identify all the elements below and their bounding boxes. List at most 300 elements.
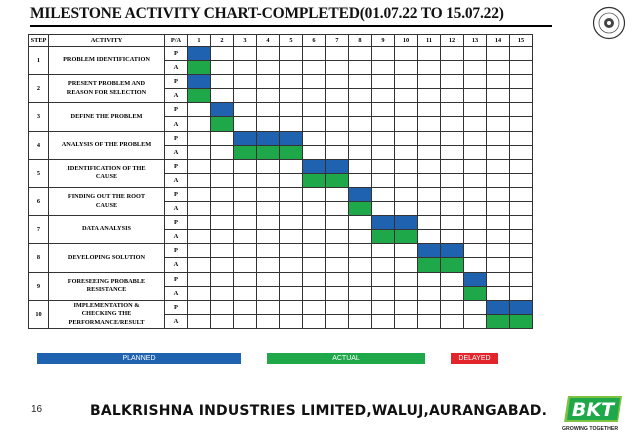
day-cell bbox=[441, 230, 464, 244]
day-cell bbox=[211, 75, 234, 89]
planned-label: P bbox=[165, 131, 188, 145]
day-cell bbox=[372, 202, 395, 216]
day-cell bbox=[211, 159, 234, 173]
day-cell bbox=[487, 187, 510, 201]
day-cell bbox=[303, 61, 326, 75]
day-cell bbox=[326, 89, 349, 103]
day-cell bbox=[372, 47, 395, 61]
day-cell bbox=[441, 117, 464, 131]
actual-bar-cell bbox=[372, 230, 395, 244]
day-cell bbox=[395, 202, 418, 216]
day-cell bbox=[441, 131, 464, 145]
day-cell bbox=[280, 244, 303, 258]
day-cell bbox=[326, 202, 349, 216]
day-cell bbox=[326, 131, 349, 145]
day-cell bbox=[418, 131, 441, 145]
day-cell bbox=[349, 75, 372, 89]
day-cell bbox=[487, 131, 510, 145]
table-row bbox=[29, 272, 533, 286]
day-header: 8 bbox=[349, 35, 372, 47]
activity-name: DEVELOPING SOLUTION bbox=[49, 244, 165, 272]
planned-bar-cell bbox=[257, 131, 280, 145]
day-cell bbox=[234, 202, 257, 216]
day-cell bbox=[418, 187, 441, 201]
day-cell bbox=[280, 314, 303, 328]
day-cell bbox=[234, 272, 257, 286]
actual-label: A bbox=[165, 145, 188, 159]
day-cell bbox=[211, 300, 234, 314]
day-cell bbox=[441, 173, 464, 187]
day-cell bbox=[303, 131, 326, 145]
legend-actual: ACTUAL bbox=[267, 353, 425, 364]
day-cell bbox=[372, 131, 395, 145]
day-cell bbox=[234, 173, 257, 187]
day-cell bbox=[510, 216, 533, 230]
table-row bbox=[29, 131, 533, 145]
day-cell bbox=[395, 286, 418, 300]
day-cell bbox=[441, 47, 464, 61]
day-header: 4 bbox=[257, 35, 280, 47]
day-cell bbox=[418, 145, 441, 159]
actual-bar-cell bbox=[441, 258, 464, 272]
day-cell bbox=[257, 300, 280, 314]
day-cell bbox=[418, 300, 441, 314]
day-cell bbox=[280, 216, 303, 230]
day-header: 11 bbox=[418, 35, 441, 47]
day-cell bbox=[464, 314, 487, 328]
day-cell bbox=[464, 230, 487, 244]
day-cell bbox=[487, 61, 510, 75]
day-cell bbox=[349, 173, 372, 187]
day-cell bbox=[464, 187, 487, 201]
day-cell bbox=[372, 314, 395, 328]
day-cell bbox=[349, 61, 372, 75]
day-cell bbox=[510, 131, 533, 145]
day-cell bbox=[418, 173, 441, 187]
day-cell bbox=[510, 272, 533, 286]
day-cell bbox=[464, 258, 487, 272]
day-cell bbox=[211, 258, 234, 272]
day-cell bbox=[257, 103, 280, 117]
day-cell bbox=[211, 145, 234, 159]
actual-label: A bbox=[165, 314, 188, 328]
day-cell bbox=[280, 159, 303, 173]
day-cell bbox=[441, 314, 464, 328]
day-cell bbox=[487, 202, 510, 216]
day-cell bbox=[441, 202, 464, 216]
day-cell bbox=[487, 286, 510, 300]
planned-bar-cell bbox=[326, 159, 349, 173]
day-cell bbox=[510, 230, 533, 244]
day-cell bbox=[395, 75, 418, 89]
day-cell bbox=[211, 230, 234, 244]
day-cell bbox=[257, 187, 280, 201]
day-cell bbox=[234, 75, 257, 89]
day-cell bbox=[487, 103, 510, 117]
logo-tagline: GROWING TOGETHER bbox=[562, 426, 619, 432]
day-cell bbox=[349, 272, 372, 286]
day-cell bbox=[510, 117, 533, 131]
day-cell bbox=[211, 272, 234, 286]
day-cell bbox=[487, 75, 510, 89]
day-cell bbox=[280, 258, 303, 272]
day-header: 1 bbox=[188, 35, 211, 47]
day-cell bbox=[441, 159, 464, 173]
step-number: 8 bbox=[29, 244, 49, 272]
step-number: 10 bbox=[29, 300, 49, 328]
day-cell bbox=[464, 216, 487, 230]
table-header-row bbox=[29, 35, 533, 47]
day-cell bbox=[234, 286, 257, 300]
day-cell bbox=[188, 286, 211, 300]
day-cell bbox=[464, 202, 487, 216]
planned-label: P bbox=[165, 300, 188, 314]
day-cell bbox=[211, 89, 234, 103]
day-cell bbox=[280, 117, 303, 131]
day-cell bbox=[372, 286, 395, 300]
pa-header: P/A bbox=[165, 35, 188, 47]
day-cell bbox=[326, 103, 349, 117]
day-cell bbox=[326, 314, 349, 328]
day-cell bbox=[257, 216, 280, 230]
day-cell bbox=[395, 103, 418, 117]
day-cell bbox=[211, 244, 234, 258]
day-cell bbox=[303, 117, 326, 131]
actual-bar-cell bbox=[188, 89, 211, 103]
table-row bbox=[29, 216, 533, 230]
actual-bar-cell bbox=[464, 286, 487, 300]
day-cell bbox=[280, 230, 303, 244]
day-cell bbox=[326, 187, 349, 201]
day-cell bbox=[303, 258, 326, 272]
day-cell bbox=[510, 61, 533, 75]
day-cell bbox=[303, 202, 326, 216]
day-cell bbox=[395, 272, 418, 286]
day-cell bbox=[326, 258, 349, 272]
planned-bar-cell bbox=[441, 244, 464, 258]
actual-label: A bbox=[165, 202, 188, 216]
page-number: 16 bbox=[31, 404, 43, 415]
day-cell bbox=[188, 272, 211, 286]
day-cell bbox=[395, 131, 418, 145]
day-cell bbox=[211, 173, 234, 187]
day-cell bbox=[372, 173, 395, 187]
day-cell bbox=[326, 244, 349, 258]
actual-bar-cell bbox=[211, 117, 234, 131]
day-cell bbox=[349, 216, 372, 230]
day-cell bbox=[257, 159, 280, 173]
day-cell bbox=[188, 300, 211, 314]
day-cell bbox=[464, 244, 487, 258]
table-row bbox=[29, 300, 533, 314]
planned-label: P bbox=[165, 216, 188, 230]
day-cell bbox=[234, 103, 257, 117]
day-cell bbox=[418, 47, 441, 61]
day-cell bbox=[372, 145, 395, 159]
day-cell bbox=[418, 202, 441, 216]
day-cell bbox=[188, 159, 211, 173]
day-cell bbox=[395, 145, 418, 159]
day-cell bbox=[234, 187, 257, 201]
day-cell bbox=[326, 216, 349, 230]
planned-bar-cell bbox=[510, 300, 533, 314]
table-row bbox=[29, 103, 533, 117]
day-cell bbox=[441, 75, 464, 89]
day-cell bbox=[372, 103, 395, 117]
day-cell bbox=[349, 286, 372, 300]
day-cell bbox=[349, 131, 372, 145]
day-header: 7 bbox=[326, 35, 349, 47]
actual-bar-cell bbox=[303, 173, 326, 187]
day-cell bbox=[372, 300, 395, 314]
day-cell bbox=[464, 47, 487, 61]
day-header: 13 bbox=[464, 35, 487, 47]
step-number: 6 bbox=[29, 187, 49, 215]
day-cell bbox=[211, 61, 234, 75]
day-header: 15 bbox=[510, 35, 533, 47]
day-cell bbox=[211, 187, 234, 201]
day-cell bbox=[211, 314, 234, 328]
day-cell bbox=[349, 258, 372, 272]
day-cell bbox=[395, 187, 418, 201]
day-header: 5 bbox=[280, 35, 303, 47]
day-cell bbox=[280, 103, 303, 117]
day-cell bbox=[303, 89, 326, 103]
actual-bar-cell bbox=[395, 230, 418, 244]
planned-bar-cell bbox=[303, 159, 326, 173]
day-cell bbox=[188, 244, 211, 258]
day-cell bbox=[326, 300, 349, 314]
actual-label: A bbox=[165, 61, 188, 75]
activity-name: PRESENT PROBLEM AND REASON FOR SELECTION bbox=[49, 75, 165, 103]
day-cell bbox=[510, 89, 533, 103]
day-cell bbox=[234, 230, 257, 244]
day-cell bbox=[441, 187, 464, 201]
day-cell bbox=[395, 117, 418, 131]
company-seal-icon bbox=[592, 6, 626, 40]
day-cell bbox=[349, 145, 372, 159]
planned-bar-cell bbox=[349, 187, 372, 201]
day-header: 3 bbox=[234, 35, 257, 47]
planned-bar-cell bbox=[487, 300, 510, 314]
day-cell bbox=[487, 244, 510, 258]
actual-bar-cell bbox=[487, 314, 510, 328]
day-cell bbox=[326, 75, 349, 89]
activity-name: DATA ANALYSIS bbox=[49, 216, 165, 244]
day-cell bbox=[326, 61, 349, 75]
activity-name: DEFINE THE PROBLEM bbox=[49, 103, 165, 131]
day-cell bbox=[234, 216, 257, 230]
day-cell bbox=[395, 244, 418, 258]
day-cell bbox=[487, 230, 510, 244]
actual-label: A bbox=[165, 230, 188, 244]
day-cell bbox=[188, 131, 211, 145]
day-cell bbox=[234, 89, 257, 103]
day-cell bbox=[464, 173, 487, 187]
bkt-logo-text: BKT bbox=[571, 399, 615, 421]
day-cell bbox=[303, 103, 326, 117]
day-cell bbox=[487, 47, 510, 61]
actual-bar-cell bbox=[280, 145, 303, 159]
day-cell bbox=[510, 145, 533, 159]
day-cell bbox=[349, 47, 372, 61]
day-cell bbox=[280, 61, 303, 75]
day-cell bbox=[257, 173, 280, 187]
day-cell bbox=[395, 258, 418, 272]
step-number: 5 bbox=[29, 159, 49, 187]
day-cell bbox=[349, 244, 372, 258]
day-cell bbox=[372, 272, 395, 286]
day-header: 12 bbox=[441, 35, 464, 47]
step-number: 9 bbox=[29, 272, 49, 300]
footer-company-name: BALKRISHNA INDUSTRIES LIMITED,WALUJ,AURANGABAD. bbox=[90, 403, 548, 419]
day-header: 6 bbox=[303, 35, 326, 47]
day-cell bbox=[464, 61, 487, 75]
day-cell bbox=[211, 286, 234, 300]
legend-delayed: DELAYED bbox=[451, 353, 498, 364]
day-cell bbox=[372, 89, 395, 103]
planned-bar-cell bbox=[372, 216, 395, 230]
day-cell bbox=[303, 47, 326, 61]
day-cell bbox=[395, 89, 418, 103]
day-cell bbox=[280, 89, 303, 103]
bkt-logo bbox=[560, 390, 630, 440]
actual-label: A bbox=[165, 117, 188, 131]
day-cell bbox=[441, 286, 464, 300]
actual-bar-cell bbox=[418, 258, 441, 272]
planned-bar-cell bbox=[418, 244, 441, 258]
day-cell bbox=[211, 47, 234, 61]
planned-bar-cell bbox=[188, 75, 211, 89]
day-cell bbox=[441, 103, 464, 117]
day-cell bbox=[395, 173, 418, 187]
step-number: 3 bbox=[29, 103, 49, 131]
actual-bar-cell bbox=[349, 202, 372, 216]
day-cell bbox=[326, 145, 349, 159]
step-number: 4 bbox=[29, 131, 49, 159]
actual-bar-cell bbox=[188, 61, 211, 75]
day-cell bbox=[487, 89, 510, 103]
day-cell bbox=[372, 244, 395, 258]
day-cell bbox=[303, 75, 326, 89]
day-cell bbox=[188, 173, 211, 187]
day-cell bbox=[464, 159, 487, 173]
day-cell bbox=[418, 89, 441, 103]
day-cell bbox=[349, 103, 372, 117]
activity-header: ACTIVITY bbox=[49, 35, 165, 47]
day-cell bbox=[303, 230, 326, 244]
day-cell bbox=[418, 61, 441, 75]
day-header: 14 bbox=[487, 35, 510, 47]
planned-bar-cell bbox=[188, 47, 211, 61]
day-cell bbox=[303, 300, 326, 314]
activity-name: FORESEEING PROBABLE RESISTANCE bbox=[49, 272, 165, 300]
day-cell bbox=[280, 75, 303, 89]
day-cell bbox=[464, 75, 487, 89]
day-header: 2 bbox=[211, 35, 234, 47]
planned-label: P bbox=[165, 159, 188, 173]
step-number: 1 bbox=[29, 47, 49, 75]
day-cell bbox=[257, 117, 280, 131]
day-cell bbox=[487, 272, 510, 286]
page-title: MILESTONE ACTIVITY CHART-COMPLETED(01.07.22 TO 15.07.22) bbox=[30, 5, 504, 22]
actual-label: A bbox=[165, 89, 188, 103]
day-cell bbox=[188, 216, 211, 230]
day-cell bbox=[188, 117, 211, 131]
day-cell bbox=[188, 202, 211, 216]
day-cell bbox=[349, 117, 372, 131]
day-cell bbox=[280, 300, 303, 314]
step-number: 7 bbox=[29, 216, 49, 244]
day-cell bbox=[395, 61, 418, 75]
planned-bar-cell bbox=[211, 103, 234, 117]
day-cell bbox=[303, 145, 326, 159]
day-cell bbox=[395, 314, 418, 328]
day-header: 9 bbox=[372, 35, 395, 47]
day-cell bbox=[487, 117, 510, 131]
table-row bbox=[29, 187, 533, 201]
day-cell bbox=[257, 61, 280, 75]
day-cell bbox=[510, 244, 533, 258]
day-cell bbox=[326, 286, 349, 300]
day-cell bbox=[372, 75, 395, 89]
legend-planned: PLANNED bbox=[37, 353, 241, 364]
day-cell bbox=[418, 272, 441, 286]
day-cell bbox=[188, 258, 211, 272]
actual-bar-cell bbox=[234, 145, 257, 159]
day-cell bbox=[257, 272, 280, 286]
day-cell bbox=[464, 103, 487, 117]
day-cell bbox=[395, 159, 418, 173]
day-cell bbox=[441, 216, 464, 230]
day-cell bbox=[510, 258, 533, 272]
activity-name: IDENTIFICATION OF THE CAUSE bbox=[49, 159, 165, 187]
day-cell bbox=[372, 61, 395, 75]
day-cell bbox=[234, 61, 257, 75]
day-cell bbox=[418, 216, 441, 230]
day-cell bbox=[280, 173, 303, 187]
activity-name: PROBLEM IDENTIFICATION bbox=[49, 47, 165, 75]
day-cell bbox=[211, 131, 234, 145]
day-cell bbox=[326, 230, 349, 244]
day-cell bbox=[418, 75, 441, 89]
day-cell bbox=[441, 272, 464, 286]
day-cell bbox=[303, 216, 326, 230]
day-cell bbox=[188, 314, 211, 328]
day-cell bbox=[211, 202, 234, 216]
day-cell bbox=[234, 117, 257, 131]
title-underline bbox=[30, 25, 552, 27]
planned-label: P bbox=[165, 244, 188, 258]
planned-bar-cell bbox=[280, 131, 303, 145]
day-cell bbox=[418, 103, 441, 117]
day-cell bbox=[188, 187, 211, 201]
day-cell bbox=[234, 159, 257, 173]
table-row bbox=[29, 47, 533, 61]
day-cell bbox=[326, 272, 349, 286]
activity-name: FINDING OUT THE ROOT CAUSE bbox=[49, 187, 165, 215]
day-cell bbox=[188, 103, 211, 117]
actual-label: A bbox=[165, 258, 188, 272]
day-cell bbox=[464, 145, 487, 159]
day-cell bbox=[487, 216, 510, 230]
day-cell bbox=[441, 89, 464, 103]
day-cell bbox=[257, 89, 280, 103]
day-cell bbox=[395, 300, 418, 314]
day-cell bbox=[372, 159, 395, 173]
day-cell bbox=[257, 258, 280, 272]
step-number: 2 bbox=[29, 75, 49, 103]
